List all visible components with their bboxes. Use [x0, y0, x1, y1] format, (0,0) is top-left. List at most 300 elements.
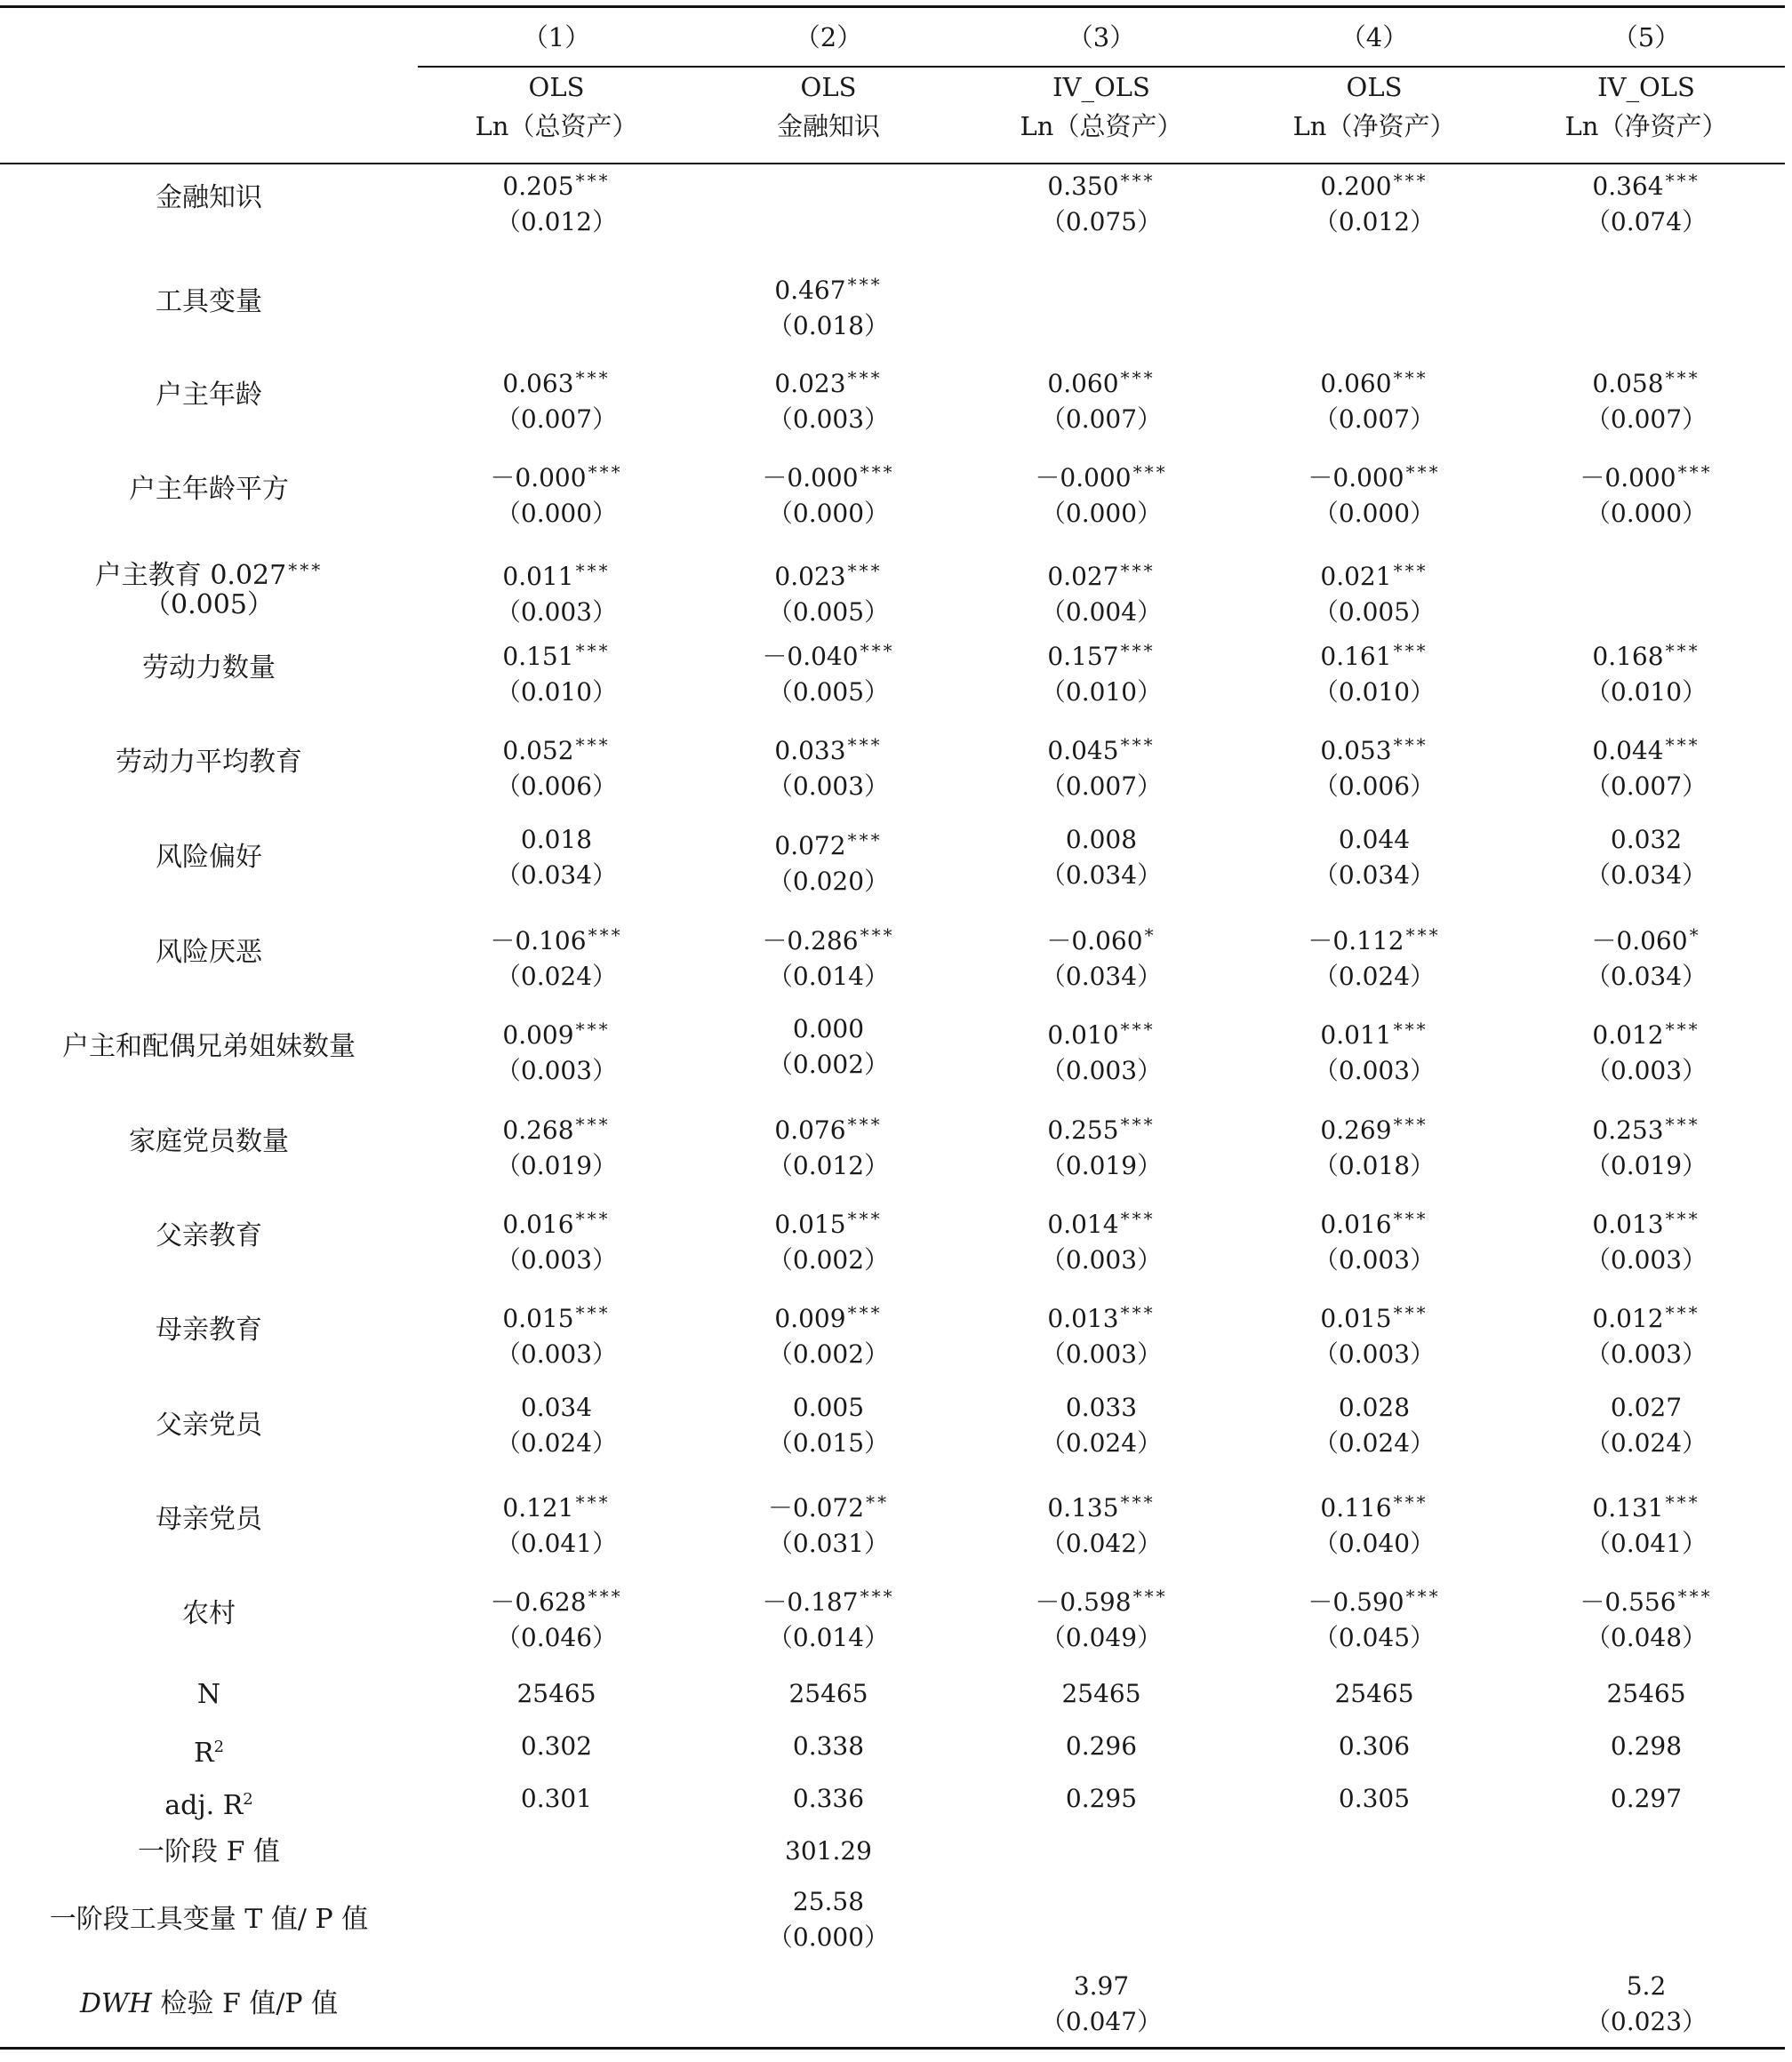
stat-value: 0.306: [1338, 1731, 1411, 1761]
stat-value: 0.298: [1610, 1731, 1683, 1761]
coefficient-value: 0.116: [1320, 1493, 1392, 1523]
coefficient: [964, 163, 1238, 204]
significance-stars: ***: [575, 1208, 611, 1229]
coefficient: [1237, 633, 1511, 675]
significance-stars: ***: [1132, 461, 1168, 483]
standard-error: （0.003）: [495, 1339, 618, 1369]
coefficient-value: －0.060: [1591, 926, 1688, 955]
coefficient-value: 0.045: [1047, 736, 1119, 765]
coefficient: [1237, 267, 1511, 302]
standard-error: （0.034）: [1585, 962, 1708, 991]
standard-error: （0.019）: [1040, 1151, 1163, 1180]
stat-value: 0.336: [792, 1784, 865, 1813]
standard-error: （0.012）: [1313, 207, 1436, 236]
table-cell: [1237, 553, 1511, 630]
standard-error: （0.024）: [1585, 1428, 1708, 1458]
coefficient: [420, 1201, 693, 1243]
stat-value: 0.296: [1065, 1731, 1138, 1761]
table-cell: [692, 1578, 965, 1656]
coefficient-value: 0.168: [1592, 642, 1664, 671]
significance-stars: ***: [1120, 1208, 1156, 1229]
standard-error: [1237, 302, 1511, 338]
coefficient: [1237, 1578, 1511, 1620]
standard-error: （0.018）: [767, 311, 890, 340]
coefficient-value: 0.364: [1592, 172, 1664, 201]
table-cell: [1509, 633, 1783, 710]
table-cell: [964, 1107, 1238, 1184]
table-cell: [1237, 917, 1511, 995]
coefficient: [692, 1011, 965, 1047]
column-method: IV_OLS: [1597, 72, 1695, 102]
row-label: 父亲教育: [156, 1220, 262, 1251]
significance-stars: ***: [1665, 1302, 1700, 1323]
significance-stars: ***: [588, 924, 623, 946]
standard-error: （0.019）: [495, 1151, 618, 1180]
bottom-rule: [0, 2047, 1785, 2050]
coefficient-value: －0.060: [1046, 926, 1143, 955]
stat-cell: [420, 1781, 693, 1817]
table-cell: [964, 633, 1238, 710]
coefficient-value: 0.033: [774, 736, 846, 765]
stat-label: [0, 1676, 418, 1714]
coefficient: [1237, 1107, 1511, 1148]
coefficient-value: 0.135: [1047, 1493, 1119, 1523]
table-cell: [964, 727, 1238, 804]
significance-stars: ***: [847, 1208, 883, 1229]
coefficient-value: －0.072: [767, 1493, 865, 1523]
coefficient-value: 0.255: [1047, 1115, 1119, 1145]
table-cell: [1237, 1107, 1511, 1184]
coefficient: [1509, 267, 1783, 302]
stat-value: [692, 1969, 965, 2004]
coefficient: [1237, 1201, 1511, 1243]
coefficient: [1237, 1484, 1511, 1526]
stat-sub-value: [1237, 1920, 1511, 1955]
stat-cell: [964, 1969, 1238, 2040]
coefficient: [964, 727, 1238, 769]
coefficient: [420, 822, 693, 858]
standard-error: （0.040）: [1313, 1529, 1436, 1558]
coefficient: [692, 163, 965, 198]
superscript: 2: [213, 1738, 225, 1756]
significance-stars: ***: [847, 560, 883, 581]
coefficient-value: －0.000: [1035, 463, 1132, 492]
stat-value: 0.297: [1610, 1784, 1683, 1813]
coefficient-value: 0.060: [1320, 369, 1392, 398]
stat-value: 5.2: [1626, 1971, 1667, 2001]
table-cell: [964, 454, 1238, 531]
coefficient-value: 0.027: [1610, 1393, 1683, 1422]
standard-error: （0.002）: [767, 1339, 890, 1369]
coefficient-value: 0.161: [1320, 642, 1392, 671]
stat-value: 3.97: [1073, 1971, 1130, 2001]
coefficient-value: －0.106: [490, 926, 587, 955]
table-cell: [420, 360, 693, 437]
standard-error: （0.003）: [1040, 1056, 1163, 1085]
coefficient: [1509, 1484, 1783, 1526]
coefficient-value: 0.053: [1320, 736, 1392, 765]
stat-value: [1509, 1834, 1783, 1869]
standard-error: （0.007）: [1313, 404, 1436, 434]
significance-stars: ***: [1677, 461, 1713, 483]
stat-cell: [692, 1834, 965, 1869]
significance-stars: ***: [1393, 560, 1428, 581]
table-cell: [692, 1201, 965, 1278]
significance-stars: ***: [1393, 1491, 1428, 1513]
coefficient: [1237, 917, 1511, 959]
stat-cell: [1509, 1834, 1783, 1869]
coefficient: [692, 633, 965, 675]
stat-cell: [1509, 1969, 1783, 2040]
table-cell: [692, 1390, 965, 1461]
coefficient-value: －0.556: [1580, 1587, 1676, 1617]
standard-error: （0.005）: [767, 597, 890, 627]
table-cell: [1237, 267, 1511, 338]
table-cell: [964, 1484, 1238, 1562]
table-cell: [692, 822, 965, 899]
coefficient-value: －0.286: [762, 926, 859, 955]
stat-value: 25465: [516, 1679, 596, 1708]
row-label: 户主年龄平方: [129, 474, 289, 505]
coefficient: [420, 727, 693, 769]
table-cell: [1237, 1390, 1511, 1461]
stat-value: [1509, 1884, 1783, 1920]
stat-value: [420, 1969, 693, 2004]
coefficient-value: －0.187: [762, 1587, 859, 1617]
significance-stars: ***: [847, 367, 883, 388]
stat-cell: [1237, 1884, 1511, 1955]
stat-sub-value: [420, 2004, 693, 2040]
table-cell: [1237, 454, 1511, 531]
standard-error: （0.003）: [1585, 1056, 1708, 1085]
coefficient: [964, 1011, 1238, 1053]
standard-error: （0.003）: [1585, 1339, 1708, 1369]
coefficient: [420, 1390, 693, 1426]
table-cell: [1237, 1484, 1511, 1562]
stat-cell: [1237, 1676, 1511, 1712]
significance-stars: ***: [1120, 640, 1156, 661]
stat-cell: [692, 1969, 965, 2040]
coefficient: [964, 822, 1238, 858]
column-method: IV_OLS: [1052, 72, 1150, 102]
stat-cell: [964, 1729, 1238, 1764]
coefficient-value: －0.590: [1308, 1587, 1404, 1617]
column-number: （5）: [1612, 22, 1681, 52]
standard-error: （0.000）: [1313, 499, 1436, 528]
coefficient: [692, 727, 965, 769]
column-dependent-variable: Ln（净资产）: [1564, 111, 1728, 141]
coefficient: [692, 1295, 965, 1337]
coefficient-value: 0.151: [502, 642, 574, 671]
coefficient-value: 0.058: [1592, 369, 1664, 398]
coefficient-value: 0.076: [774, 1115, 846, 1145]
standard-error: （0.000）: [767, 499, 890, 528]
stat-sub-value: [1509, 1920, 1783, 1955]
column-dependent-variable: Ln（总资产）: [1020, 111, 1183, 141]
coefficient-value: 0.012: [1592, 1020, 1664, 1050]
table-cell: [1237, 1295, 1511, 1372]
standard-error: （0.010）: [1585, 677, 1708, 707]
table-cell: [964, 1011, 1238, 1089]
stat-label: [0, 1986, 418, 2023]
row-label: 工具变量: [156, 286, 262, 317]
coefficient-value: 0.269: [1320, 1115, 1392, 1145]
standard-error: （0.000）: [1585, 499, 1708, 528]
coefficient: [964, 1578, 1238, 1620]
coefficient-value: 0.063: [502, 369, 574, 398]
standard-error: [420, 302, 693, 338]
standard-error: （0.015）: [767, 1428, 890, 1458]
coefficient-value: 0.027: [1047, 562, 1119, 591]
standard-error: （0.003）: [495, 1245, 618, 1275]
table-cell: [1237, 360, 1511, 437]
row-label-text: 户主教育 0.027: [94, 560, 287, 591]
stat-value: 0.301: [520, 1784, 593, 1813]
table-cell: [1509, 1011, 1783, 1089]
standard-error: （0.007）: [1585, 404, 1708, 434]
significance-stars: ***: [575, 170, 611, 191]
coefficient: [692, 454, 965, 496]
table-cell: [420, 163, 693, 240]
significance-stars: ***: [575, 1114, 611, 1135]
table-cell: [1509, 1390, 1783, 1461]
significance-stars: ***: [1405, 924, 1441, 946]
standard-error: （0.007）: [1040, 771, 1163, 801]
coefficient: [1509, 633, 1783, 675]
standard-error: （0.012）: [767, 1151, 890, 1180]
standard-error: （0.010）: [1040, 677, 1163, 707]
significance-stars: ***: [288, 559, 324, 580]
standard-error: [964, 302, 1238, 338]
stat-label: [0, 1901, 418, 1938]
standard-error: （0.007）: [1585, 771, 1708, 801]
standard-error: （0.049）: [1040, 1623, 1163, 1652]
coefficient: [1509, 360, 1783, 402]
significance-stars: ***: [1393, 734, 1428, 755]
coefficient-value: 0.015: [774, 1210, 846, 1239]
coefficient: [692, 822, 965, 864]
standard-error: （0.010）: [495, 677, 618, 707]
standard-error: （0.024）: [495, 962, 618, 991]
stat-sub-value: （0.047）: [1040, 2007, 1163, 2036]
table-cell: [1509, 822, 1783, 893]
coefficient-value: 0.008: [1065, 825, 1138, 854]
standard-error: （0.003）: [1313, 1245, 1436, 1275]
coefficient-value: 0.009: [774, 1304, 846, 1333]
column-dependent-variable: Ln（净资产）: [1292, 111, 1456, 141]
coefficient-value: 0.011: [1320, 1020, 1392, 1050]
table-cell: [1509, 1484, 1783, 1562]
table-cell: [692, 1295, 965, 1372]
row-label: 金融知识: [156, 182, 262, 213]
table-cell: [1509, 1578, 1783, 1656]
standard-error: （0.034）: [1585, 860, 1708, 890]
row-label: 农村: [182, 1598, 236, 1629]
significance-stars: ***: [1120, 1491, 1156, 1513]
standard-error: （0.020）: [767, 867, 890, 896]
stat-value: [964, 1834, 1238, 1869]
standard-error: （0.005）: [1313, 597, 1436, 627]
table-cell: [692, 727, 965, 804]
significance-stars: ***: [860, 1586, 895, 1607]
stat-value: 25465: [1334, 1679, 1414, 1708]
coefficient: [964, 633, 1238, 675]
coefficient: [1509, 917, 1783, 959]
coefficient-value: －0.000: [762, 463, 859, 492]
table-cell: [692, 1484, 965, 1562]
stat-label-text: R: [193, 1738, 214, 1769]
significance-stars: ***: [847, 1114, 883, 1135]
coefficient-value: 0.016: [502, 1210, 574, 1239]
standard-error: （0.003）: [1040, 1339, 1163, 1369]
significance-stars: ***: [588, 1586, 623, 1607]
coefficient: [420, 454, 693, 496]
table-cell: [420, 267, 693, 338]
standard-error: （0.003）: [1585, 1245, 1708, 1275]
column-dependent-variable: 金融知识: [776, 111, 880, 141]
coefficient: [692, 1107, 965, 1148]
column-number: （4）: [1340, 22, 1409, 52]
stat-label-italic: DWH: [79, 1988, 152, 2019]
coefficient: [1237, 163, 1511, 204]
stat-label: [0, 1729, 418, 1772]
coefficient-value: 0.121: [502, 1493, 574, 1523]
table-cell: [692, 360, 965, 437]
coefficient-value: 0.131: [1592, 1493, 1664, 1523]
significance-stars: ***: [575, 1302, 611, 1323]
superscript: 2: [243, 1790, 253, 1809]
stat-sub-value: [420, 1920, 693, 1955]
coefficient-value: 0.005: [792, 1393, 865, 1422]
coefficient: [1509, 822, 1783, 858]
standard-error: （0.003）: [767, 771, 890, 801]
coefficient-value: 0.021: [1320, 562, 1392, 591]
row-label: 母亲党员: [156, 1504, 262, 1535]
standard-error: [1509, 302, 1783, 338]
row-label: 户主和配偶兄弟姐妹数量: [62, 1031, 356, 1062]
table-cell: [1237, 1578, 1511, 1656]
stat-cell: [692, 1781, 965, 1817]
stat-cell: [1509, 1676, 1783, 1712]
coefficient: [1237, 454, 1511, 496]
significance-stars: ***: [1393, 1114, 1428, 1135]
significance-stars: ***: [1405, 461, 1441, 483]
standard-error: （0.048）: [1585, 1623, 1708, 1652]
stat-label-text: 一阶段 F 值: [138, 1836, 280, 1867]
table-cell: [420, 1295, 693, 1372]
standard-error: [692, 198, 965, 234]
coefficient-value: 0.028: [1338, 1393, 1411, 1422]
table-cell: [420, 1011, 693, 1089]
table-cell: [964, 360, 1238, 437]
coefficient: [692, 1390, 965, 1426]
standard-error: （0.034）: [1040, 962, 1163, 991]
significance-stars: ***: [1393, 1302, 1428, 1323]
standard-error: （0.002）: [767, 1050, 890, 1079]
coefficient: [1509, 1107, 1783, 1148]
coefficient: [1237, 1295, 1511, 1337]
standard-error: （0.024）: [1040, 1428, 1163, 1458]
header-partial-rule: [418, 66, 1785, 68]
coefficient: [692, 360, 965, 402]
column-number: （3）: [1067, 22, 1136, 52]
table-cell: [964, 163, 1238, 240]
coefficient-value: 0.205: [502, 172, 574, 201]
significance-stars: ***: [1120, 1019, 1156, 1040]
table-cell: [420, 1578, 693, 1656]
significance-stars: ***: [860, 640, 895, 661]
significance-stars: ***: [860, 924, 895, 946]
standard-error: （0.003）: [495, 597, 618, 627]
significance-stars: ***: [847, 274, 883, 295]
coefficient: [692, 1578, 965, 1620]
significance-stars: ***: [1120, 1302, 1156, 1323]
table-cell: [1237, 633, 1511, 710]
significance-stars: ***: [1665, 1019, 1700, 1040]
standard-error: （0.007）: [1040, 404, 1163, 434]
coefficient-value: 0.033: [1065, 1393, 1138, 1422]
coefficient: [420, 267, 693, 302]
table-cell: [1237, 822, 1511, 893]
standard-error: （0.006）: [495, 771, 618, 801]
standard-error: （0.003）: [1040, 1245, 1163, 1275]
significance-stars: ***: [1120, 367, 1156, 388]
coefficient-value: 0.034: [520, 1393, 593, 1422]
significance-stars: ***: [1120, 1114, 1156, 1135]
stat-label: [0, 1781, 418, 1825]
coefficient-value: 0.072: [774, 831, 846, 860]
coefficient: [964, 267, 1238, 302]
coefficient-value: 0.011: [502, 562, 574, 591]
coefficient: [420, 1578, 693, 1620]
significance-stars: ***: [860, 461, 895, 483]
standard-error: （0.075）: [1040, 207, 1163, 236]
significance-stars: ***: [1120, 560, 1156, 581]
table-cell: [964, 553, 1238, 630]
table-cell: [1509, 553, 1783, 624]
table-cell: [692, 633, 965, 710]
significance-stars: ***: [1132, 1586, 1168, 1607]
stat-value: [1237, 1884, 1511, 1920]
coefficient-value: 0.015: [502, 1304, 574, 1333]
coefficient-value: －0.598: [1035, 1587, 1132, 1617]
standard-error: （0.045）: [1313, 1623, 1436, 1652]
stat-value: [420, 1834, 693, 1869]
coefficient: [420, 1011, 693, 1053]
coefficient: [964, 1390, 1238, 1426]
coefficient: [692, 553, 965, 595]
standard-error: （0.024）: [1313, 1428, 1436, 1458]
table-cell: [420, 1201, 693, 1278]
stat-cell: [692, 1884, 965, 1955]
coefficient-value: 0.023: [774, 562, 846, 591]
significance-stars: ***: [1120, 734, 1156, 755]
coefficient: [964, 1201, 1238, 1243]
coefficient: [1509, 727, 1783, 769]
top-rule: [0, 5, 1785, 8]
coefficient-value: －0.040: [762, 642, 859, 671]
stat-label-text: 检验 F 值/P 值: [151, 1988, 339, 2019]
table-cell: [1509, 163, 1783, 240]
coefficient-value: －0.628: [490, 1587, 587, 1617]
significance-stars: ***: [847, 1302, 883, 1323]
coefficient: [692, 1484, 965, 1526]
standard-error: （0.034）: [1040, 860, 1163, 890]
standard-error: （0.041）: [1585, 1529, 1708, 1558]
coefficient-value: 0.013: [1592, 1210, 1664, 1239]
coefficient: [1509, 553, 1783, 588]
table-cell: [1509, 360, 1783, 437]
